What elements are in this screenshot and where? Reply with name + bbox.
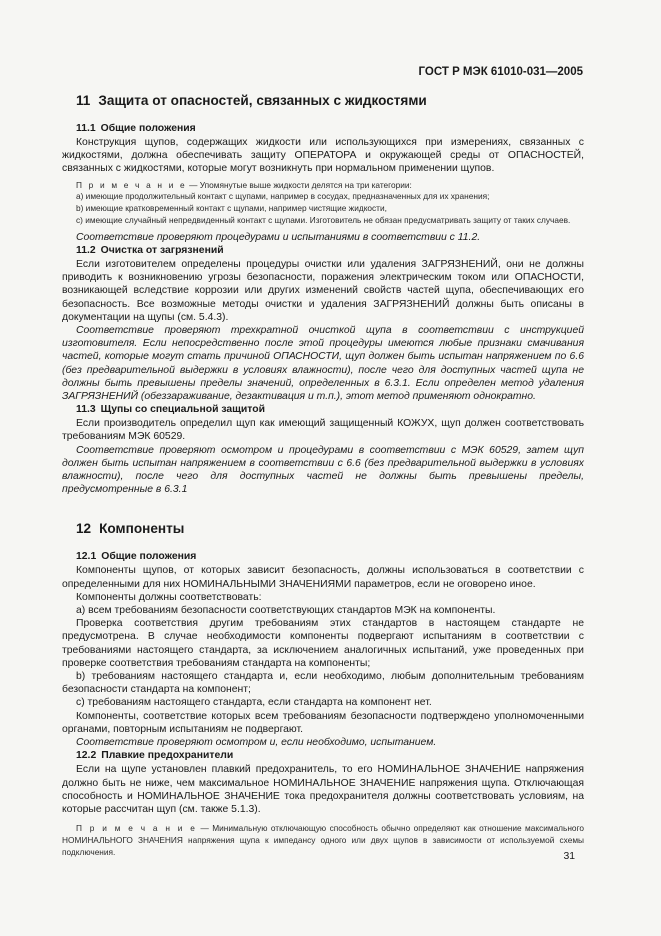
list-item: а) всем требованиям безопасности соответствующих стандартов МЭК на компоненты. [76,605,496,617]
section-title: Компоненты [99,521,185,537]
note-label: П р и м е ч а н и е [76,823,198,834]
note-item: c) имеющие случайный непредвиденный контакт с щупами. Изготовитель не обязан предусматривать защиту от таких случаев. [76,215,571,225]
subsection-12-2-heading [76,749,584,762]
subsection-11-2-heading [76,244,584,257]
paragraph: Если изготовителем определены процедуры очистки или удаления ЗАГРЯЗНЕНИЙ, они не должны приводить к возникновению угрозы безопасности, поражения электрическим током или ОПАСНОСТИ, возникающей вследствие коррозии или других изменений свойств частей щупа, обеспечивающих его безопасность. Все возможные методы очистки и удаления ЗАГРЯЗНЕНИЙ должны быть описаны в документации на щупы (см. 5.4.3). [62,259,584,323]
subsection-11-1-heading [76,122,584,135]
paragraph: Компоненты, соответствие которых всем требованиям безопасности подтверждено уполномоченными органами, повторным испытаниям не подвергают. [62,710,584,735]
paragraph: Конструкция щупов, содержащих жидкости или использующихся при измерениях, связанных с жидкостями, должна обеспечивать защиту ОПЕРАТОРА и окружающей среды от ОПАСНОСТЕЙ, связанных с жидкостями, которые могут возникнуть при нормальном применении щупов. [62,137,584,175]
subsection-number: 12.1 [76,551,97,563]
paragraph: Если производитель определил щуп как имеющий защищенный КОЖУХ, щуп должен соответствовать требованиям МЭК 60529. [62,418,584,443]
section-number: 11 [76,93,91,108]
subsection-title: Очистка от загрязнений [100,245,224,256]
section-11-heading [76,92,584,109]
list-item: b) требованиям настоящего стандарта и, если необходимо, любым дополнительным требованиям безопасности стандарта на компонент; [62,671,584,696]
compliance-check: Соответствие проверяют осмотром и, если необходимо, испытанием. [76,737,437,749]
paragraph: Компоненты должны соответствовать: [76,591,262,603]
note-text: — Упомянутые выше жидкости делятся на три категории: [186,179,412,190]
subsection-11-3-heading [76,403,584,416]
paragraph: Если на щупе установлен плавкий предохранитель, то его НОМИНАЛЬНОЕ ЗНАЧЕНИЕ напряжения должно быть не ниже, чем максимальное НОМИНАЛЬНОЕ ЗНАЧЕНИЕ напряжения щупа. Отключающая способность и НОМИНАЛЬНОЕ ЗНАЧЕНИЕ тока предохранителя должны соответствовать условиям, на которые рассчитан щуп (см. также 5.1.3). [62,764,584,815]
paragraph: Компоненты щупов, от которых зависит безопасность, должны использоваться в соответствии с определенными для них НОМИНАЛЬНЫМИ ЗНАЧЕНИЯМИ параметров, если не оговорено иное. [62,565,584,590]
note-item: b) имеющие кратковременный контакт с щупами, например чистящие жидкости, [76,203,387,214]
compliance-check: Соответствие проверяют процедурами и испытаниями в соответствии с 11.2. [76,231,481,243]
section-title: Защита от опасностей, связанных с жидкостями [98,93,427,108]
subsection-number: 11.1 [76,123,96,134]
subsection-12-1-heading [76,550,584,563]
note [62,823,584,858]
subsection-number: 12.2 [76,750,97,762]
subsection-number: 11.3 [76,404,96,416]
subsection-number: 11.2 [76,245,96,256]
note-item: а) имеющие продолжительный контакт с щупами, например в сосудах, предназначенных для их хранения; [76,191,490,202]
subsection-title: Щупы со специальной защитой [100,404,265,416]
subsection-title: Общие положения [100,123,196,134]
subsection-title: Плавкие предохранители [101,750,234,762]
standard-header: ГОСТ Р МЭК 61010-031—2005 [418,66,583,78]
page-content [62,92,584,859]
note-text: — Минимальную отключающую способность обычно определяют как отношение максимального НОМИНАЛЬНОГО ЗНАЧЕНИЯ напряжения щупа к импедансу одного или двух щупов в зависимости от используемой схемы подключения. [62,823,584,857]
subsection-title: Общие положения [101,551,197,563]
section-12-heading [76,520,584,537]
page-number: 31 [563,851,575,862]
compliance-check: Соответствие проверяют трехкратной очисткой щупа в соответствии с инструкцией изготовителя. Если непосредственно после этой процедуры имеются любые признаки смачивания частей, которые могут стать причиной ОПАСНОСТИ, щуп должен быть испытан напряжением по 6.6 (без предварительной выдержки в условиях влажности), после чего для доступных частей щупа не должны быть превышены пределы значений, определенных в 6.3.1. Если определен метод удаления ЗАГРЯЗНЕНИЙ (обеззараживание, дезактивация и т.п.), этот метод применяют однократно. [62,325,584,403]
note-label: П р и м е ч а н и е [76,179,187,190]
section-number: 12 [76,521,92,537]
paragraph: Проверка соответствия другим требованиям этих стандартов в настоящем стандарте не предусмотрена. В случае необходимости компоненты подвергают испытаниям в соответствии с требованиями настоящего стандарта, за исключением аналогичных испытаний, уже проведенных при проверке соответствия требованиям стандарта на компоненты; [62,618,584,669]
list-item: c) требованиям настоящего стандарта, если стандарта на компонент нет. [76,697,432,709]
compliance-check: Соответствие проверяют осмотром и процедурами в соответствии с МЭК 60529, затем щуп должен быть испытан напряжением в соответствии с 6.6 (без предварительной выдержки в условиях влажности), после чего для доступных частей не должны быть превышены пределы, предусмотренные в 6.3.1 [62,444,584,496]
note [62,180,584,192]
